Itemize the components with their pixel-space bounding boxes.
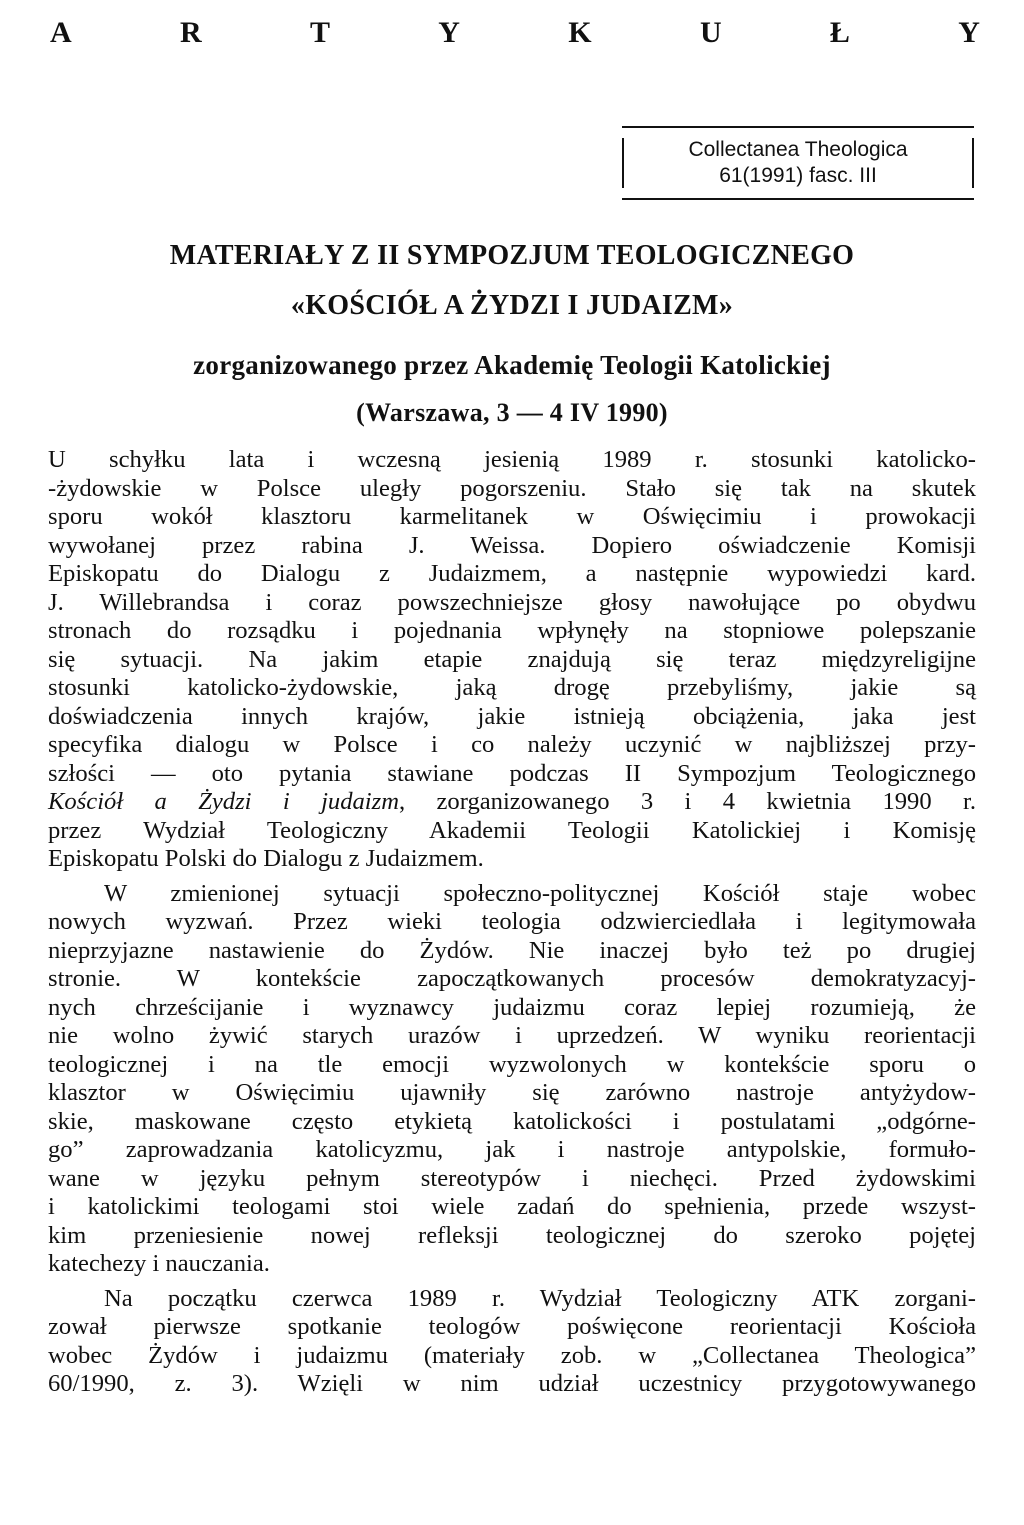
text-line: doświadczenia innych krajów, jakie istnieją obciążenia, jaka jest — [48, 702, 976, 730]
section-header — [50, 16, 980, 50]
article-title-line-1: MATERIAŁY Z II SYMPOZJUM TEOLOGICZNEGO — [169, 240, 855, 271]
article-date-place: (Warszawa, 3 — 4 IV 1990) — [356, 398, 668, 427]
header-letter: Y — [958, 16, 980, 49]
text-line: wane w języku pełnym stereotypów i niechęci. Przed żydowskimi — [48, 1164, 976, 1192]
header-letter: A — [50, 16, 72, 49]
text-line: stronie. W kontekście zapoczątkowanych procesów demokratyzacyj- — [48, 965, 976, 992]
journal-citation-box — [622, 126, 974, 200]
header-letter: K — [568, 16, 592, 49]
text-line: sporu wokół klasztoru karmelitanek w Oświęcimiu i prowokacji — [48, 503, 976, 530]
text-line: nie wolno żywić starych urazów i uprzedzeń. W wyniku reorientacji — [48, 1022, 976, 1049]
text-line: zował pierwsze spotkanie teologów poświęcone reorientacji Kościoła — [48, 1313, 976, 1340]
paragraph — [48, 446, 976, 874]
paragraph — [48, 1285, 976, 1399]
text-line: nieprzyjazne nastawienie do Żydów. Nie inaczej było też po drugiej — [48, 936, 976, 964]
article-body — [48, 446, 976, 1399]
header-letter: Y — [438, 16, 460, 49]
text-line: nowych wyzwań. Przez wieki teologia odzwierciedlała i legitymowała — [48, 908, 976, 935]
text-line: -żydowskie w Polsce uległy pogorszeniu. Stało się tak na skutek — [48, 474, 976, 502]
text-line: go” zaprowadzania katolicyzmu, jak i nastroje antypolskie, formuło- — [48, 1136, 976, 1163]
journal-name: Collectanea Theologica — [688, 138, 908, 161]
text-line: W zmienionej sytuacji społeczno-politycznej Kościół staje wobec — [104, 879, 976, 907]
text-line: szłości — oto pytania stawiane podczas II Sympozjum Teologicznego — [48, 759, 976, 787]
text-line: wywołanej przez rabina J. Weissa. Dopiero oświadczenie Komisji — [48, 531, 976, 559]
article-subtitle: zorganizowanego przez Akademię Teologii Katolickiej — [193, 350, 831, 380]
text-line: Na początku czerwca 1989 r. Wydział Teologiczny ATK zorgani- — [104, 1284, 976, 1312]
header-letter: U — [699, 16, 722, 49]
text-line: U schyłku lata i wczesną jesienią 1989 r. stosunki katolicko- — [48, 446, 976, 473]
text-line: Episkopatu do Dialogu z Judaizmem, a następnie wypowiedzi kard. — [48, 560, 976, 587]
text-line: 60/1990, z. 3). Wzięli w nim udział uczestnicy przygotowywanego — [48, 1370, 976, 1397]
symposium-title-italic: Kościół a Żydzi i judaizm — [48, 788, 399, 815]
header-letter: Ł — [829, 16, 850, 49]
text-line: J. Willebrandsa i coraz powszechniejsze głosy nawołujące po obydwu — [48, 588, 976, 616]
text-line: teologicznej i na tle emocji wyzwolonych w kontekście sporu o — [48, 1050, 976, 1078]
text-line: i katolickimi teologami stoi wiele zadań do spełnienia, przede wszyst- — [48, 1193, 976, 1220]
article-title-line-2: «KOŚCIÓŁ A ŻYDZI I JUDAIZM» — [290, 290, 734, 321]
header-letter: T — [309, 16, 330, 49]
text-line: specyfika dialogu w Polsce i co należy uczynić w najbliższej przy- — [48, 731, 976, 758]
text-line: stosunki katolicko-żydowskie, jaką drogę przebyliśmy, jakie są — [48, 674, 976, 701]
text-line: kim przeniesienie nowej refleksji teologicznej do szeroko pojętej — [48, 1221, 976, 1249]
text-line: stronach do rozsądku i pojednania wpłynęły na stopniowe polepszanie — [48, 617, 976, 644]
text-line: się sytuacji. Na jakim etapie znajdują się teraz międzyreligijne — [48, 645, 976, 673]
text-line: skie, maskowane często etykietą katolickości i postulatami „odgórne- — [48, 1107, 976, 1135]
journal-issue: 61(1991) fasc. III — [719, 164, 877, 187]
text-line: klasztor w Oświęcimiu ujawniły się zarówno nastroje antyżydow- — [48, 1079, 976, 1106]
paragraph — [48, 880, 976, 1279]
header-letter: R — [179, 16, 202, 49]
text-line: nych chrześcijanie i wyznawcy judaizmu coraz lepiej rozumieją, że — [48, 993, 976, 1021]
text-line: Episkopatu Polski do Dialogu z Judaizmem. — [48, 845, 484, 872]
text-line: wobec Żydów i judaizmu (materiały zob. w „Collectanea Theologica” — [48, 1341, 976, 1369]
text-line: Kościół a Żydzi i judaizm, zorganizowanego 3 i 4 kwietnia 1990 r. — [48, 788, 977, 815]
text-line: przez Wydział Teologiczny Akademii Teologii Katolickiej i Komisję — [48, 816, 976, 844]
text-line: katechezy i nauczania. — [48, 1250, 270, 1277]
